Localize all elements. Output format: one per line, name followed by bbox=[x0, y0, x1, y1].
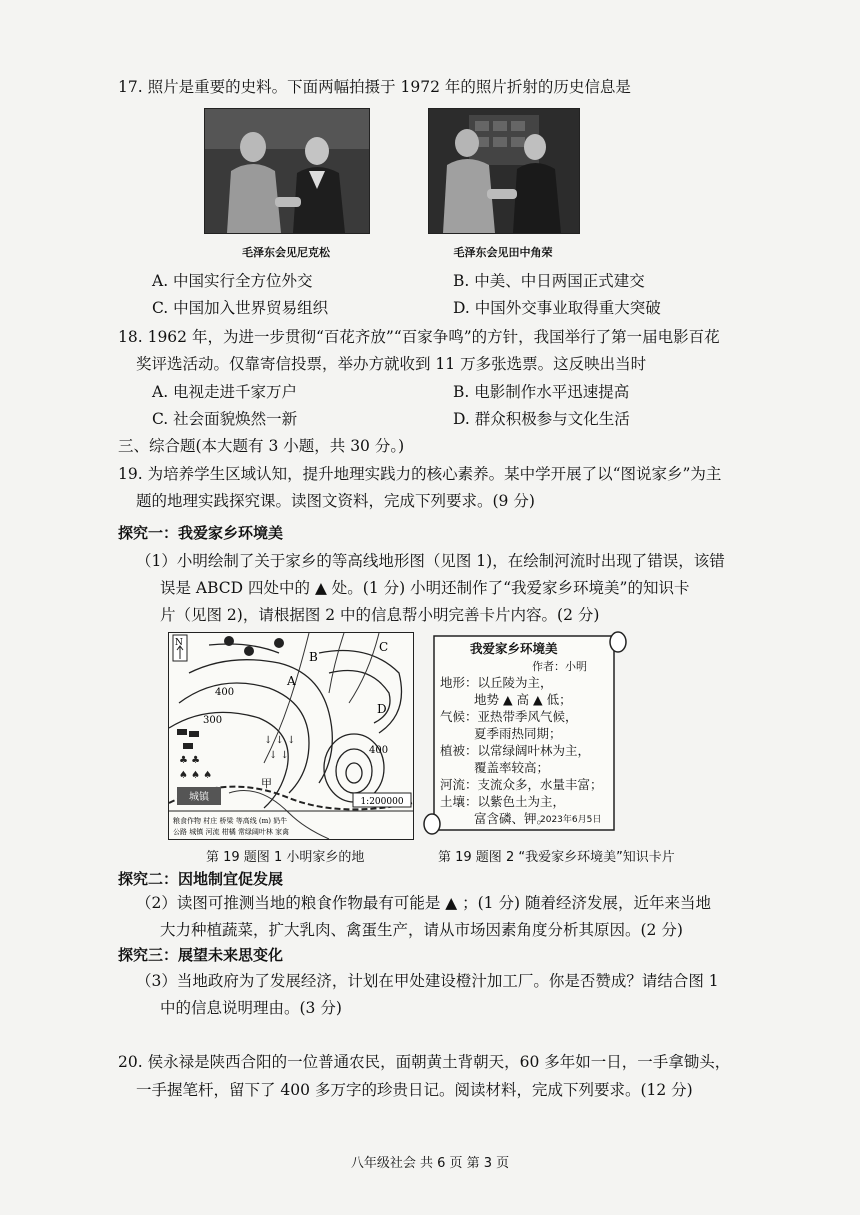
explore-3-heading: 探究三：展望未来思变化 bbox=[118, 946, 284, 964]
card-line-rivers: 河流：支流众多，水量丰富； bbox=[440, 777, 603, 792]
card-line-terrain-trend: 地势 ▲ 高 ▲ 低； bbox=[474, 692, 572, 707]
map-letter-c: C bbox=[379, 640, 389, 654]
page-footer: 八年级社会 共 6 页 第 3 页 bbox=[350, 1156, 510, 1171]
q19-part2-line2: 大力种植蔬菜，扩大乳肉、禽蛋生产，请从市场因素角度分析其原因。(2 分) bbox=[160, 921, 683, 939]
photo-mao-tanaka-image bbox=[429, 109, 579, 233]
contour-map bbox=[168, 632, 414, 840]
q18-line1: 18. 1962 年，为进一步贯彻“百花齐放”“百家争鸣”的方针，我国举行了第一届电影百花 bbox=[118, 328, 720, 346]
card-line-soil-2: 富含磷、钾。 bbox=[474, 811, 550, 826]
q17-option-b: B. 中美、中日两国正式建交 bbox=[453, 272, 645, 290]
card-title: 我爱家乡环境美 bbox=[470, 641, 558, 656]
q19-part2-line1: （2）读图可推测当地的粮食作物最有可能是 ▲ ；(1 分) 随着经济发展，近年来当地 bbox=[136, 894, 711, 912]
q17-option-c: C. 中国加入世界贸易组织 bbox=[152, 299, 329, 317]
card-line-terrain: 地形：以丘陵为主， bbox=[440, 675, 553, 690]
map-letter-a: A bbox=[287, 674, 296, 688]
figure1-caption: 第 19 题图 1 小明家乡的地 bbox=[206, 850, 365, 865]
q18-option-b: B. 电影制作水平迅速提高 bbox=[453, 383, 630, 401]
q18-line2: 奖评选活动。仅靠寄信投票，举办方就收到 11 万多张选票。这反映出当时 bbox=[136, 355, 647, 373]
map-town-label: 城镇 bbox=[189, 792, 209, 803]
card-date: 2023年6月5日 bbox=[540, 815, 602, 825]
knowledge-card bbox=[420, 628, 630, 838]
explore-1-heading: 探究一：我爱家乡环境美 bbox=[118, 524, 284, 542]
q19-part1-line2: 误是 ABCD 四处中的 ▲ 处。(1 分) 小明还制作了“我爱家乡环境美”的知识卡 bbox=[160, 579, 690, 597]
photo1-caption: 毛泽东会见尼克松 bbox=[242, 246, 330, 259]
q19-part1-line1: （1）小明绘制了关于家乡的等高线地形图（见图 1)，在绘制河流时出现了错误，该错 bbox=[136, 552, 725, 570]
card-author: 作者：小明 bbox=[532, 660, 587, 673]
q18-option-d: D. 群众积极参与文化生活 bbox=[453, 410, 630, 428]
section-3-heading: 三、综合题(本大题有 3 小题，共 30 分。) bbox=[118, 437, 405, 455]
card-line-climate: 气候：亚热带季风气候， bbox=[440, 709, 578, 724]
q20-line2: 一手握笔杆，留下了 400 多万字的珍贵日记。阅读材料，完成下列要求。(12 分) bbox=[136, 1081, 693, 1099]
figure2-caption: 第 19 题图 2 “我爱家乡环境美”知识卡片 bbox=[438, 850, 675, 865]
explore-2-heading: 探究二：因地制宜促发展 bbox=[118, 870, 284, 888]
map-letter-d: D bbox=[377, 702, 387, 716]
svg-text:↓ ↓: ↓ ↓ bbox=[269, 750, 289, 761]
photo-mao-nixon-image bbox=[205, 109, 369, 233]
q18-option-a: A. 电视走进千家万户 bbox=[152, 383, 298, 401]
q18-option-c: C. 社会面貌焕然一新 bbox=[152, 410, 298, 428]
map-contour-400: 400 bbox=[215, 687, 235, 698]
map-scale: 1:200000 bbox=[360, 797, 404, 807]
map-north-label: N bbox=[175, 638, 183, 648]
map-symbols bbox=[177, 636, 296, 781]
contour-map-drawing bbox=[169, 633, 413, 839]
q20-line1: 20. 侯永禄是陕西合阳的一位普通农民，面朝黄土背朝天，60 多年如一日，一手拿锄头， bbox=[118, 1053, 731, 1071]
svg-text:↓ ↓ ↓: ↓ ↓ ↓ bbox=[264, 735, 296, 746]
card-line-soil: 土壤：以紫色土为主， bbox=[440, 794, 566, 809]
svg-text:♠ ♠ ♠: ♠ ♠ ♠ bbox=[179, 770, 213, 781]
card-line-vegetation-2: 覆盖率较高； bbox=[474, 760, 550, 775]
photo2-caption: 毛泽东会见田中角荣 bbox=[453, 246, 553, 259]
map-legend-row2: 公路 城镇 河流 柑橘 常绿阔叶林 家禽 bbox=[173, 828, 290, 836]
map-legend-row1: 粮食作物 村庄 桥梁 等高线 (m) 奶牛 bbox=[173, 817, 288, 825]
map-jia-label: 甲 bbox=[261, 777, 272, 790]
map-contour-300: 300 bbox=[203, 715, 223, 726]
q19-line1: 19. 为培养学生区域认知，提升地理实践力的核心素养。某中学开展了以“图说家乡”为主 bbox=[118, 465, 722, 483]
q17-option-d: D. 中国外交事业取得重大突破 bbox=[453, 299, 661, 317]
svg-text:♣ ♣: ♣ ♣ bbox=[179, 755, 201, 766]
card-line-vegetation: 植被：以常绿阔叶林为主， bbox=[440, 743, 591, 758]
photo-mao-tanaka bbox=[428, 108, 580, 234]
q17-stem: 17. 照片是重要的史料。下面两幅拍摄于 1972 年的照片折射的历史信息是 bbox=[118, 78, 631, 96]
q19-part1-line3: 片（见图 2)，请根据图 2 中的信息帮小明完善卡片内容。(2 分) bbox=[160, 606, 600, 624]
map-letter-b: B bbox=[309, 650, 318, 664]
q17-option-a: A. 中国实行全方位外交 bbox=[152, 272, 313, 290]
q19-line2: 题的地理实践探究课。读图文资料，完成下列要求。(9 分) bbox=[136, 492, 535, 510]
card-line-climate-2: 夏季雨热同期； bbox=[474, 726, 562, 741]
q19-part3-line1: （3）当地政府为了发展经济，计划在甲处建设橙汁加工厂。你是否赞成？请结合图 1 bbox=[136, 972, 719, 990]
map-contour-400-east: 400 bbox=[369, 745, 389, 756]
photo-mao-nixon bbox=[204, 108, 370, 234]
q19-part3-line2: 中的信息说明理由。(3 分) bbox=[160, 999, 342, 1017]
